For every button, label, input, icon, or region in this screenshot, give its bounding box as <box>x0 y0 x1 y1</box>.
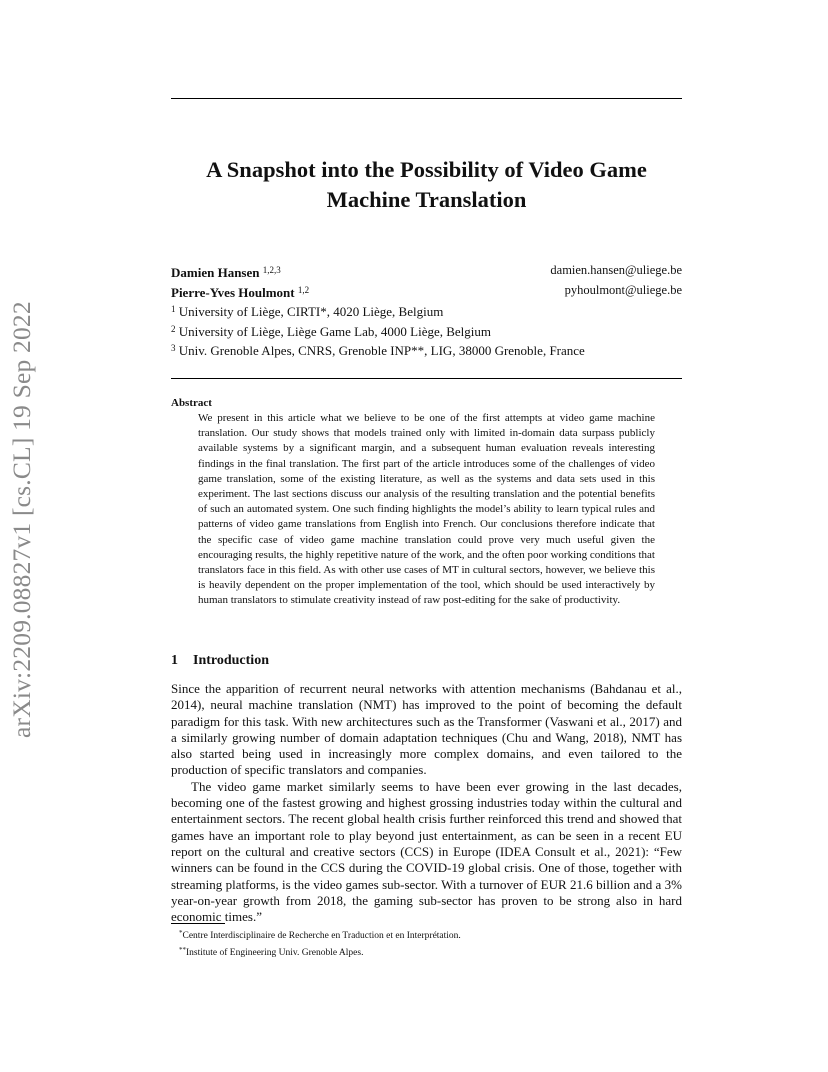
affiliation-text: University of Liège, Liège Game Lab, 4000 Liège, Belgium <box>178 323 492 339</box>
author-affiliation-marks: 1,2,3 <box>262 265 281 275</box>
affiliation-text: University of Liège, CIRTI*, 4020 Liège, Belgium <box>178 304 444 319</box>
affiliation-mark: 1 <box>171 304 176 314</box>
author-email[interactable]: damien.hansen@uliege.be <box>550 263 682 277</box>
footnote-rule <box>171 923 225 924</box>
footnote-text: Institute of Engineering Univ. Grenoble Alpes. <box>186 947 364 958</box>
author-row <box>171 262 682 282</box>
arxiv-stamp[interactable]: arXiv:2209.08827v1 [cs.CL] 19 Sep 2022 <box>7 301 36 738</box>
section-heading <box>171 653 682 669</box>
affiliation <box>171 321 682 341</box>
footnotes <box>171 927 682 960</box>
section-title: Introduction <box>193 653 269 668</box>
footnote-mark: * <box>179 929 183 937</box>
author-name: Pierre-Yves Houlmont <box>171 284 295 300</box>
footnote <box>171 927 682 944</box>
paragraph: Since the apparition of recurrent neural networks with attention mechanisms (Bahdanau et al., 2014), neural machine translation (NMT) has improved to the point of becoming the default paradigm for this task. With new architectures such as the Transformer (Vaswani et al., 2017) and a similarly growing number of domain adaptation techniques (Chu and Wang, 2018), NMT has also started being used in increasingly more complex domains, and even tailored to the production of specific translators and companies. <box>171 681 682 778</box>
author-block <box>171 262 682 360</box>
abstract <box>171 396 682 609</box>
affiliation-mark: 3 <box>171 343 176 353</box>
affiliation <box>171 340 682 360</box>
author-name: Damien Hansen <box>171 265 260 280</box>
top-rule <box>171 98 682 99</box>
affiliation-text: Univ. Grenoble Alpes, CNRS, Grenoble INP**, LIG, 38000 Grenoble, France <box>178 343 585 358</box>
paragraph: The video game market similarly seems to have been ever growing in the last decades, becoming one of the fastest growing and highest grossing industries today within the cultural and entertainment sectors. The recent global health crisis further reinforced this trend and showed that games have an important role to play beyond just entertainment, as can be seen in a recent EU report on the cultural and creative sectors (CCS) in Europe (IDEA Consult et al., 2021): “Few winners can be found in the CCS during the COVID-19 global crisis. One of those, together with streaming platforms, is the video games sub-sector. With a turnover of EUR 21.6 billion and a 3% year-on-year growth from 2018, the gaming sub-sector has proven to be strong also in hard economic times.” <box>171 778 682 925</box>
abstract-rule <box>171 378 682 379</box>
author-affiliation-marks: 1,2 <box>297 284 310 295</box>
affiliation <box>171 301 682 321</box>
affiliation-mark: 2 <box>171 323 176 334</box>
paper-title: A Snapshot into the Possibility of Video Game Machine Translation <box>206 157 647 212</box>
abstract-heading: Abstract <box>171 397 212 409</box>
author-row <box>171 282 682 302</box>
abstract-text: We present in this article what we believe to be one of the first attempts at video game machine translation. Our study shows that models trained only with limited in-domain data surpass publicly available systems by a significant margin, and a subsequent human evaluation reveals interesting findings in the final translation. The first part of the article introduces some of the challenges of video game translation, some of the existing literature, as well as the systems and data sets used in this experiment. The last sections discuss our analysis of the resulting translation and the potential benefits of such an automated system. One such finding highlights the model’s ability to learn typical rules and patterns of video game translations from English into French. Our conclusions therefore indicate that the specific case of video game machine translation could prove very much useful given the encouraging results, the highly repetitive nature of the work, and the often poor working conditions that translators face in this field. As with other use cases of MT in cultural sectors, however, we believe this is heavily dependent on the proper implementation of the tool, which should be used interactively by human translators to stimulate creativity instead of raw post-editing for the sake of productivity. <box>198 412 655 607</box>
footnote-text: Centre Interdisciplinaire de Recherche en Traduction et en Interprétation. <box>182 931 461 941</box>
section-number: 1 <box>171 653 178 668</box>
author-email[interactable]: pyhoulmont@uliege.be <box>564 282 682 297</box>
body-text <box>171 681 682 925</box>
footnote-mark: ** <box>179 945 186 954</box>
footnote <box>171 944 682 961</box>
